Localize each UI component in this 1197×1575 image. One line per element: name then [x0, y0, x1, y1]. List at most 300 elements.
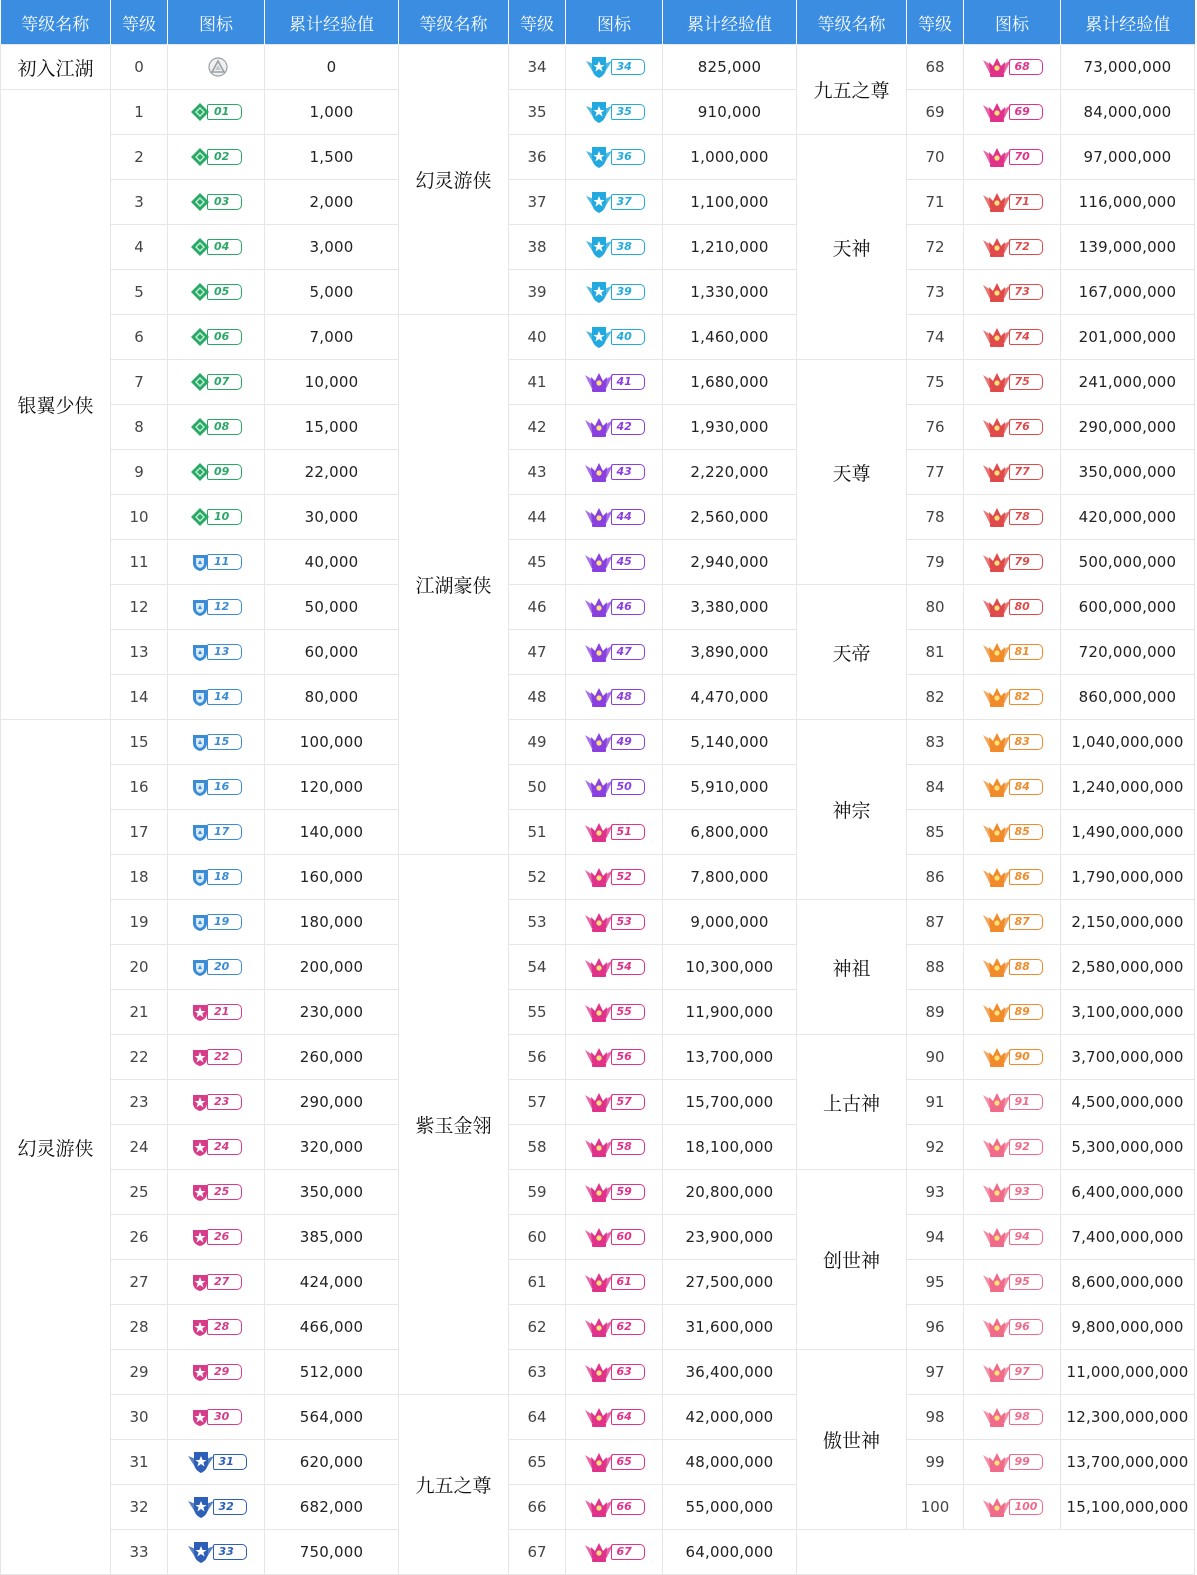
cumulative-exp: 910,000 — [663, 90, 797, 135]
level-number: 89 — [907, 990, 964, 1035]
level-number: 93 — [907, 1170, 964, 1215]
purple-crown-level-icon — [584, 684, 614, 710]
level-badge — [982, 1183, 1043, 1201]
level-badge — [584, 1183, 645, 1201]
pink-star-level-icon — [190, 1317, 210, 1337]
cumulative-exp: 1,500 — [265, 135, 399, 180]
level-icon-cell — [168, 675, 265, 720]
level-badge — [584, 103, 645, 121]
level-icon-cell — [168, 315, 265, 360]
header-tier-name: 等级名称 — [399, 0, 509, 45]
level-badge — [584, 1138, 645, 1156]
level-badge — [584, 1273, 645, 1291]
level-badge — [584, 598, 645, 616]
navy-winged-star-level-icon — [186, 1494, 216, 1520]
level-badge-number: 73 — [1009, 284, 1043, 300]
level-badge — [190, 103, 242, 121]
level-number: 72 — [907, 225, 964, 270]
level-number: 23 — [111, 1080, 168, 1125]
level-badge-number: 51 — [611, 824, 645, 840]
level-number: 14 — [111, 675, 168, 720]
cumulative-exp: 4,470,000 — [663, 675, 797, 720]
level-number: 10 — [111, 495, 168, 540]
level-icon-cell — [168, 1125, 265, 1170]
level-icon-cell — [566, 675, 663, 720]
level-badge-number: 15 — [207, 734, 242, 750]
level-badge — [190, 958, 242, 976]
purple-crown-level-icon — [584, 459, 614, 485]
red-crown-level-icon — [982, 369, 1012, 395]
cumulative-exp: 682,000 — [265, 1485, 399, 1530]
level-icon-cell — [168, 1395, 265, 1440]
level-number: 52 — [509, 855, 566, 900]
level-badge-number: 29 — [207, 1364, 242, 1380]
level-icon-cell — [566, 945, 663, 990]
level-number: 29 — [111, 1350, 168, 1395]
level-badge-number: 24 — [207, 1139, 242, 1155]
level-badge — [190, 193, 242, 211]
table-row — [1, 1035, 1195, 1080]
magenta-crown-level-icon — [584, 1404, 614, 1430]
level-badge-number: 82 — [1009, 689, 1043, 705]
magenta-crown-level-icon — [584, 1314, 614, 1340]
level-icon-cell — [566, 270, 663, 315]
level-icon-cell — [168, 1260, 265, 1305]
table-row — [1, 900, 1195, 945]
empty-cell — [797, 1530, 1195, 1575]
green-gem-level-icon — [190, 327, 210, 347]
level-badge-number: 06 — [207, 329, 242, 345]
cumulative-exp: 7,000 — [265, 315, 399, 360]
cumulative-exp: 5,300,000,000 — [1061, 1125, 1195, 1170]
cumulative-exp: 2,150,000,000 — [1061, 900, 1195, 945]
table-row — [1, 45, 1195, 90]
header-level: 等级 — [509, 0, 566, 45]
header-tier-name: 等级名称 — [797, 0, 907, 45]
level-badge — [584, 913, 645, 931]
cumulative-exp: 564,000 — [265, 1395, 399, 1440]
level-number: 32 — [111, 1485, 168, 1530]
orange-crown-level-icon — [982, 999, 1012, 1025]
level-badge-number: 41 — [611, 374, 645, 390]
level-icon-cell — [964, 1260, 1061, 1305]
cumulative-exp: 860,000,000 — [1061, 675, 1195, 720]
level-badge — [190, 913, 242, 931]
cumulative-exp: 3,700,000,000 — [1061, 1035, 1195, 1080]
level-number: 34 — [509, 45, 566, 90]
level-number: 59 — [509, 1170, 566, 1215]
level-badge-number: 34 — [611, 59, 645, 75]
cumulative-exp: 15,000 — [265, 405, 399, 450]
level-number: 36 — [509, 135, 566, 180]
cumulative-exp: 1,100,000 — [663, 180, 797, 225]
cumulative-exp: 9,000,000 — [663, 900, 797, 945]
level-badge — [190, 373, 242, 391]
tier-name-cell: 银翼少侠 — [1, 90, 111, 720]
cumulative-exp: 2,000 — [265, 180, 399, 225]
cumulative-exp: 5,140,000 — [663, 720, 797, 765]
magenta-crown-level-icon — [584, 1224, 614, 1250]
table-row — [1, 1260, 1195, 1305]
level-icon-cell — [168, 900, 265, 945]
level-badge — [584, 553, 645, 571]
level-number: 50 — [509, 765, 566, 810]
level-number: 67 — [509, 1530, 566, 1575]
level-badge — [190, 1003, 242, 1021]
cyan-winged-star-level-icon — [584, 189, 614, 215]
level-badge — [584, 1453, 645, 1471]
tier-name-cell: 天神 — [797, 135, 907, 360]
magenta-crown-level-icon — [584, 954, 614, 980]
level-icon-cell — [168, 450, 265, 495]
cumulative-exp: 64,000,000 — [663, 1530, 797, 1575]
orange-crown-level-icon — [982, 639, 1012, 665]
level-badge — [982, 1228, 1043, 1246]
level-icon-cell — [566, 1260, 663, 1305]
level-badge — [982, 1408, 1043, 1426]
level-icon-cell — [964, 1395, 1061, 1440]
level-icon-cell — [566, 720, 663, 765]
blue-shield-level-icon — [190, 732, 210, 752]
level-badge — [190, 1228, 242, 1246]
level-badge — [982, 463, 1043, 481]
rainbow-crown-level-icon — [982, 1359, 1012, 1385]
level-badge-number: 19 — [207, 914, 242, 930]
level-icon-cell — [964, 270, 1061, 315]
level-icon-cell — [566, 225, 663, 270]
level-icon-cell — [566, 900, 663, 945]
level-icon-cell — [566, 1485, 663, 1530]
level-icon-cell — [964, 900, 1061, 945]
level-icon-cell — [168, 855, 265, 900]
level-number: 53 — [509, 900, 566, 945]
level-number: 55 — [509, 990, 566, 1035]
level-number: 43 — [509, 450, 566, 495]
cumulative-exp: 13,700,000,000 — [1061, 1440, 1195, 1485]
blue-shield-level-icon — [190, 777, 210, 797]
level-badge-number: 37 — [611, 194, 645, 210]
level-badge-number: 33 — [213, 1544, 247, 1560]
header-exp: 累计经验值 — [1061, 0, 1195, 45]
level-number: 92 — [907, 1125, 964, 1170]
cumulative-exp: 260,000 — [265, 1035, 399, 1080]
table-row — [1, 1080, 1195, 1125]
table-row — [1, 1440, 1195, 1485]
magenta-crown-level-icon — [982, 99, 1012, 125]
level-number: 21 — [111, 990, 168, 1035]
pink-star-level-icon — [190, 1272, 210, 1292]
level-badge — [982, 1318, 1043, 1336]
pink-star-level-icon — [190, 1137, 210, 1157]
level-badge-number: 100 — [1009, 1499, 1043, 1515]
level-icon-cell — [566, 45, 663, 90]
level-icon-cell — [566, 1215, 663, 1260]
level-icon-cell — [964, 675, 1061, 720]
level-badge-number: 60 — [611, 1229, 645, 1245]
cumulative-exp: 1,460,000 — [663, 315, 797, 360]
pink-star-level-icon — [190, 1227, 210, 1247]
level-number: 95 — [907, 1260, 964, 1305]
level-badge — [982, 598, 1043, 616]
level-badge-number: 96 — [1009, 1319, 1043, 1335]
level-number: 22 — [111, 1035, 168, 1080]
level-badge-number: 11 — [207, 554, 242, 570]
level-badge — [982, 238, 1043, 256]
level-badge-number: 65 — [611, 1454, 645, 1470]
level-badge — [190, 778, 242, 796]
level-badge-number: 03 — [207, 194, 242, 210]
level-badge-number: 39 — [611, 284, 645, 300]
header-icon: 图标 — [566, 0, 663, 45]
level-number: 96 — [907, 1305, 964, 1350]
level-badge-number: 47 — [611, 644, 645, 660]
cumulative-exp: 139,000,000 — [1061, 225, 1195, 270]
header-tier-name: 等级名称 — [1, 0, 111, 45]
cumulative-exp: 50,000 — [265, 585, 399, 630]
cumulative-exp: 420,000,000 — [1061, 495, 1195, 540]
red-crown-level-icon — [982, 324, 1012, 350]
level-number: 47 — [509, 630, 566, 675]
level-badge — [190, 238, 242, 256]
level-number: 76 — [907, 405, 964, 450]
table-row — [1, 315, 1195, 360]
rainbow-crown-level-icon — [982, 1494, 1012, 1520]
table-row — [1, 135, 1195, 180]
pink-star-level-icon — [190, 1047, 210, 1067]
cyan-winged-star-level-icon — [584, 54, 614, 80]
level-badge-number: 89 — [1009, 1004, 1043, 1020]
level-badge — [584, 463, 645, 481]
level-icon-cell — [566, 810, 663, 855]
level-number: 3 — [111, 180, 168, 225]
level-badge — [190, 868, 242, 886]
tier-name-cell: 上古神 — [797, 1035, 907, 1170]
table-row — [1, 585, 1195, 630]
level-icon-cell — [964, 225, 1061, 270]
level-badge — [982, 688, 1043, 706]
table-row — [1, 180, 1195, 225]
cumulative-exp: 620,000 — [265, 1440, 399, 1485]
level-icon-cell — [964, 1350, 1061, 1395]
tier-name-cell: 神宗 — [797, 720, 907, 900]
level-icon-cell — [168, 540, 265, 585]
cumulative-exp: 15,700,000 — [663, 1080, 797, 1125]
level-badge-number: 98 — [1009, 1409, 1043, 1425]
orange-crown-level-icon — [982, 954, 1012, 980]
level-number: 66 — [509, 1485, 566, 1530]
magenta-crown-level-icon — [584, 864, 614, 890]
cumulative-exp: 8,600,000,000 — [1061, 1260, 1195, 1305]
cumulative-exp: 97,000,000 — [1061, 135, 1195, 180]
level-number: 61 — [509, 1260, 566, 1305]
level-badge-number: 40 — [611, 329, 645, 345]
cumulative-exp: 13,700,000 — [663, 1035, 797, 1080]
level-badge — [190, 1048, 242, 1066]
level-icon-cell — [168, 1170, 265, 1215]
level-number: 4 — [111, 225, 168, 270]
level-number: 13 — [111, 630, 168, 675]
level-badge-number: 48 — [611, 689, 645, 705]
level-badge-number: 62 — [611, 1319, 645, 1335]
level-badge — [584, 508, 645, 526]
table-row — [1, 810, 1195, 855]
level-badge — [982, 508, 1043, 526]
level-icon-cell — [566, 450, 663, 495]
level-icon-cell — [964, 1485, 1061, 1530]
level-icon-cell — [964, 1440, 1061, 1485]
cumulative-exp: 12,300,000,000 — [1061, 1395, 1195, 1440]
level-badge — [982, 1048, 1043, 1066]
level-icon-cell — [566, 855, 663, 900]
level-badge — [982, 643, 1043, 661]
level-icon-cell — [168, 360, 265, 405]
cyan-winged-star-level-icon — [584, 279, 614, 305]
level-badge-number: 25 — [207, 1184, 242, 1200]
level-icon-cell — [964, 450, 1061, 495]
cumulative-exp: 80,000 — [265, 675, 399, 720]
level-number: 25 — [111, 1170, 168, 1215]
level-icon-cell — [168, 1305, 265, 1350]
cumulative-exp: 100,000 — [265, 720, 399, 765]
rainbow-crown-level-icon — [982, 1404, 1012, 1430]
navy-winged-star-level-icon — [186, 1539, 216, 1565]
tier-name-cell: 初入江湖 — [1, 45, 111, 90]
level-icon-cell — [168, 1530, 265, 1575]
level-number: 70 — [907, 135, 964, 180]
cumulative-exp: 350,000,000 — [1061, 450, 1195, 495]
level-icon-cell — [964, 945, 1061, 990]
cumulative-exp: 27,500,000 — [663, 1260, 797, 1305]
level-icon-cell — [566, 1035, 663, 1080]
header-icon: 图标 — [168, 0, 265, 45]
cumulative-exp: 140,000 — [265, 810, 399, 855]
level-icon-cell — [168, 405, 265, 450]
table-row — [1, 1530, 1195, 1575]
grey-triangle-level-icon — [208, 57, 228, 77]
green-gem-level-icon — [190, 282, 210, 302]
level-number: 100 — [907, 1485, 964, 1530]
cumulative-exp: 1,490,000,000 — [1061, 810, 1195, 855]
level-icon-cell — [964, 1305, 1061, 1350]
level-number: 5 — [111, 270, 168, 315]
level-badge-number: 64 — [611, 1409, 645, 1425]
tier-name-cell: 幻灵游侠 — [1, 720, 111, 1575]
cumulative-exp: 0 — [265, 45, 399, 90]
level-badge — [190, 1408, 242, 1426]
level-icon-cell — [566, 1395, 663, 1440]
level-badge-number: 67 — [611, 1544, 645, 1560]
cumulative-exp: 5,910,000 — [663, 765, 797, 810]
level-badge-number: 80 — [1009, 599, 1043, 615]
level-badge — [190, 598, 242, 616]
level-badge — [982, 1498, 1043, 1516]
level-badge-number: 57 — [611, 1094, 645, 1110]
magenta-crown-level-icon — [584, 1179, 614, 1205]
table-row — [1, 855, 1195, 900]
level-badge — [982, 148, 1043, 166]
level-badge-number: 09 — [207, 464, 242, 480]
level-number: 27 — [111, 1260, 168, 1305]
level-icon-cell — [566, 315, 663, 360]
level-badge — [982, 958, 1043, 976]
level-badge — [982, 103, 1043, 121]
red-crown-level-icon — [982, 234, 1012, 260]
level-number: 20 — [111, 945, 168, 990]
level-icon-cell — [168, 180, 265, 225]
level-badge — [982, 778, 1043, 796]
level-icon-cell — [168, 1080, 265, 1125]
header-icon: 图标 — [964, 0, 1061, 45]
level-icon-cell — [964, 1215, 1061, 1260]
table-row — [1, 1395, 1195, 1440]
level-badge — [186, 1453, 247, 1471]
level-badge — [584, 868, 645, 886]
cumulative-exp: 6,800,000 — [663, 810, 797, 855]
magenta-crown-level-icon — [584, 819, 614, 845]
rainbow-crown-level-icon — [982, 1179, 1012, 1205]
level-number: 79 — [907, 540, 964, 585]
green-gem-level-icon — [190, 507, 210, 527]
tier-name-cell: 天尊 — [797, 360, 907, 585]
level-number: 80 — [907, 585, 964, 630]
tier-name-cell: 紫玉金翎 — [399, 855, 509, 1395]
magenta-crown-level-icon — [584, 1359, 614, 1385]
level-badge — [190, 643, 242, 661]
purple-crown-level-icon — [584, 369, 614, 395]
level-badge-number: 22 — [207, 1049, 242, 1065]
red-crown-level-icon — [982, 549, 1012, 575]
level-badge-number: 74 — [1009, 329, 1043, 345]
level-table-body — [1, 45, 1195, 1575]
level-badge — [584, 418, 645, 436]
level-badge-number: 17 — [207, 824, 242, 840]
cumulative-exp: 160,000 — [265, 855, 399, 900]
level-badge-number: 55 — [611, 1004, 645, 1020]
level-icon-cell — [566, 1440, 663, 1485]
green-gem-level-icon — [190, 417, 210, 437]
magenta-crown-level-icon — [584, 909, 614, 935]
cumulative-exp: 7,800,000 — [663, 855, 797, 900]
level-icon-cell — [168, 1035, 265, 1080]
cumulative-exp: 290,000,000 — [1061, 405, 1195, 450]
level-badge — [190, 508, 242, 526]
level-badge-number: 53 — [611, 914, 645, 930]
level-badge-number: 05 — [207, 284, 242, 300]
cumulative-exp: 167,000,000 — [1061, 270, 1195, 315]
level-number: 39 — [509, 270, 566, 315]
level-badge — [186, 1543, 247, 1561]
level-icon-cell — [964, 990, 1061, 1035]
level-badge-number: 26 — [207, 1229, 242, 1245]
level-icon-cell — [566, 1170, 663, 1215]
magenta-crown-level-icon — [584, 1494, 614, 1520]
level-icon-cell — [168, 225, 265, 270]
cumulative-exp: 290,000 — [265, 1080, 399, 1125]
level-number: 65 — [509, 1440, 566, 1485]
cumulative-exp: 2,560,000 — [663, 495, 797, 540]
level-badge — [584, 1408, 645, 1426]
blue-shield-level-icon — [190, 822, 210, 842]
cumulative-exp: 1,210,000 — [663, 225, 797, 270]
magenta-crown-level-icon — [584, 1134, 614, 1160]
level-badge — [584, 1498, 645, 1516]
table-row — [1, 405, 1195, 450]
level-badge — [584, 1093, 645, 1111]
header-exp: 累计经验值 — [663, 0, 797, 45]
level-number: 62 — [509, 1305, 566, 1350]
level-number: 49 — [509, 720, 566, 765]
cumulative-exp: 3,380,000 — [663, 585, 797, 630]
